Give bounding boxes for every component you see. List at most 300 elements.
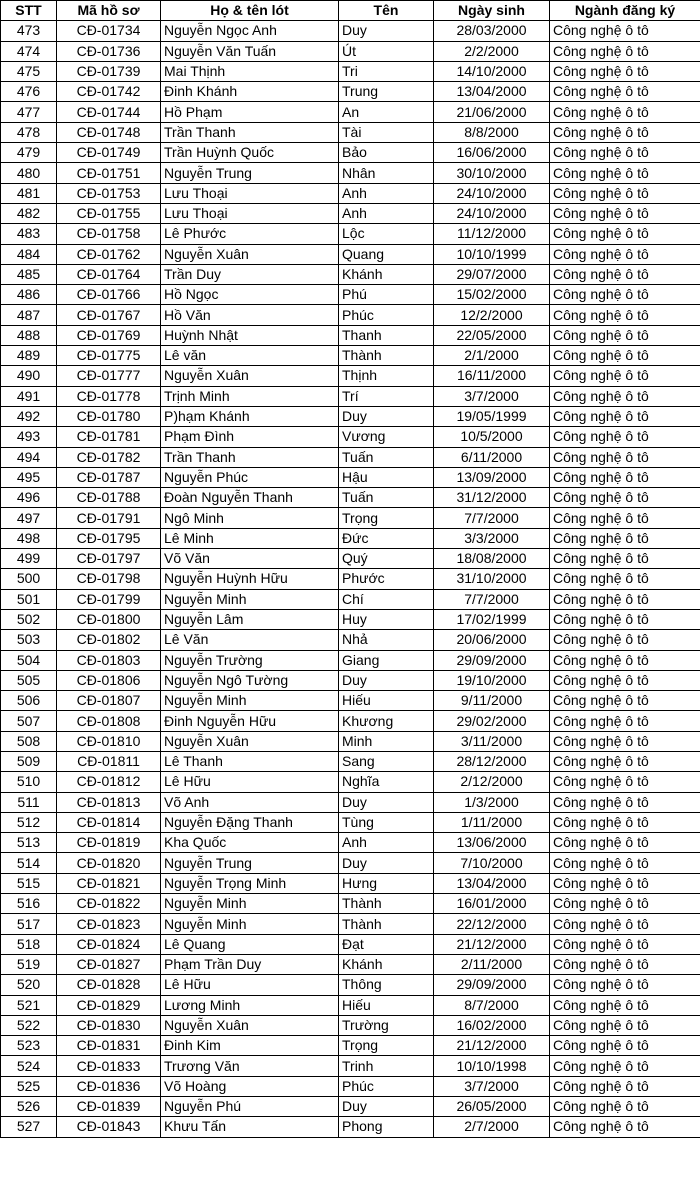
- cell-stt: 473: [1, 21, 57, 41]
- cell-code: CĐ-01827: [57, 954, 161, 974]
- cell-last-name: Phạm Đình: [161, 427, 339, 447]
- cell-dob: 7/10/2000: [434, 853, 550, 873]
- cell-major: Công nghệ ô tô: [550, 609, 700, 629]
- cell-last-name: Huỳnh Nhật: [161, 325, 339, 345]
- cell-code: CĐ-01736: [57, 41, 161, 61]
- cell-stt: 486: [1, 285, 57, 305]
- header-last-name: Họ & tên lót: [161, 1, 339, 21]
- cell-major: Công nghệ ô tô: [550, 792, 700, 812]
- cell-code: CĐ-01775: [57, 346, 161, 366]
- cell-last-name: Lê Minh: [161, 528, 339, 548]
- cell-first-name: Lộc: [339, 224, 434, 244]
- cell-last-name: Nguyễn Phúc: [161, 467, 339, 487]
- cell-code: CĐ-01744: [57, 102, 161, 122]
- cell-first-name: Tài: [339, 122, 434, 142]
- cell-major: Công nghệ ô tô: [550, 41, 700, 61]
- cell-major: Công nghệ ô tô: [550, 1036, 700, 1056]
- cell-major: Công nghệ ô tô: [550, 549, 700, 569]
- cell-first-name: Thông: [339, 975, 434, 995]
- cell-first-name: Thành: [339, 914, 434, 934]
- cell-code: CĐ-01753: [57, 183, 161, 203]
- table-row: [1, 792, 700, 812]
- cell-code: CĐ-01836: [57, 1076, 161, 1096]
- cell-stt: 479: [1, 143, 57, 163]
- table-row: [1, 203, 700, 223]
- table-row: [1, 589, 700, 609]
- cell-last-name: Nguyễn Minh: [161, 691, 339, 711]
- cell-first-name: Trường: [339, 1015, 434, 1035]
- cell-code: CĐ-01823: [57, 914, 161, 934]
- table-row: [1, 691, 700, 711]
- cell-major: Công nghệ ô tô: [550, 711, 700, 731]
- cell-code: CĐ-01822: [57, 894, 161, 914]
- cell-code: CĐ-01833: [57, 1056, 161, 1076]
- cell-first-name: Huy: [339, 609, 434, 629]
- cell-stt: 510: [1, 772, 57, 792]
- cell-first-name: Đức: [339, 528, 434, 548]
- cell-dob: 29/09/2000: [434, 650, 550, 670]
- cell-first-name: Hậu: [339, 467, 434, 487]
- cell-first-name: Hiếu: [339, 691, 434, 711]
- cell-last-name: Nguyễn Trường: [161, 650, 339, 670]
- cell-major: Công nghệ ô tô: [550, 630, 700, 650]
- cell-stt: 521: [1, 995, 57, 1015]
- table-row: [1, 711, 700, 731]
- cell-last-name: Nguyễn Minh: [161, 589, 339, 609]
- cell-code: CĐ-01795: [57, 528, 161, 548]
- cell-dob: 1/3/2000: [434, 792, 550, 812]
- cell-code: CĐ-01802: [57, 630, 161, 650]
- cell-stt: 509: [1, 751, 57, 771]
- cell-dob: 3/3/2000: [434, 528, 550, 548]
- cell-dob: 17/02/1999: [434, 609, 550, 629]
- cell-last-name: Lê văn: [161, 346, 339, 366]
- cell-code: CĐ-01807: [57, 691, 161, 711]
- cell-dob: 15/02/2000: [434, 285, 550, 305]
- cell-first-name: Thanh: [339, 325, 434, 345]
- cell-stt: 496: [1, 488, 57, 508]
- table-row: [1, 305, 700, 325]
- cell-dob: 29/02/2000: [434, 711, 550, 731]
- cell-stt: 483: [1, 224, 57, 244]
- cell-stt: 476: [1, 82, 57, 102]
- header-code: Mã hồ sơ: [57, 1, 161, 21]
- cell-first-name: Quang: [339, 244, 434, 264]
- cell-first-name: Phước: [339, 569, 434, 589]
- cell-major: Công nghệ ô tô: [550, 183, 700, 203]
- cell-major: Công nghệ ô tô: [550, 670, 700, 690]
- cell-stt: 490: [1, 366, 57, 386]
- table-row: [1, 163, 700, 183]
- cell-stt: 518: [1, 934, 57, 954]
- cell-first-name: Thành: [339, 894, 434, 914]
- cell-dob: 7/7/2000: [434, 589, 550, 609]
- table-row: [1, 894, 700, 914]
- cell-last-name: Nguyễn Ngọc Anh: [161, 21, 339, 41]
- cell-major: Công nghệ ô tô: [550, 406, 700, 426]
- cell-code: CĐ-01791: [57, 508, 161, 528]
- cell-stt: 485: [1, 264, 57, 284]
- cell-last-name: Nguyễn Xuân: [161, 366, 339, 386]
- cell-stt: 495: [1, 467, 57, 487]
- table-row: [1, 183, 700, 203]
- cell-stt: 489: [1, 346, 57, 366]
- table-row: [1, 1056, 700, 1076]
- cell-code: CĐ-01813: [57, 792, 161, 812]
- cell-major: Công nghệ ô tô: [550, 143, 700, 163]
- cell-first-name: Thịnh: [339, 366, 434, 386]
- cell-first-name: Bảo: [339, 143, 434, 163]
- cell-first-name: Trí: [339, 386, 434, 406]
- cell-first-name: Sang: [339, 751, 434, 771]
- cell-code: CĐ-01803: [57, 650, 161, 670]
- cell-dob: 9/11/2000: [434, 691, 550, 711]
- table-row: [1, 488, 700, 508]
- cell-first-name: Tuấn: [339, 447, 434, 467]
- cell-last-name: Lê Hữu: [161, 975, 339, 995]
- cell-dob: 6/11/2000: [434, 447, 550, 467]
- table-row: [1, 406, 700, 426]
- cell-last-name: Nguyễn Xuân: [161, 1015, 339, 1035]
- cell-code: CĐ-01787: [57, 467, 161, 487]
- cell-stt: 475: [1, 61, 57, 81]
- cell-first-name: Khương: [339, 711, 434, 731]
- cell-first-name: Anh: [339, 183, 434, 203]
- cell-first-name: Phú: [339, 285, 434, 305]
- cell-last-name: Đinh Khánh: [161, 82, 339, 102]
- cell-dob: 13/04/2000: [434, 873, 550, 893]
- table-row: [1, 508, 700, 528]
- table-row: [1, 995, 700, 1015]
- table-row: [1, 569, 700, 589]
- cell-major: Công nghệ ô tô: [550, 833, 700, 853]
- table-row: [1, 1076, 700, 1096]
- table-row: [1, 346, 700, 366]
- cell-code: CĐ-01808: [57, 711, 161, 731]
- table-row: [1, 325, 700, 345]
- cell-first-name: Anh: [339, 833, 434, 853]
- cell-first-name: An: [339, 102, 434, 122]
- cell-stt: 497: [1, 508, 57, 528]
- cell-first-name: Khánh: [339, 264, 434, 284]
- cell-code: CĐ-01767: [57, 305, 161, 325]
- cell-stt: 505: [1, 670, 57, 690]
- table-row: [1, 630, 700, 650]
- table-row: [1, 914, 700, 934]
- cell-stt: 516: [1, 894, 57, 914]
- cell-code: CĐ-01734: [57, 21, 161, 41]
- cell-dob: 8/7/2000: [434, 995, 550, 1015]
- cell-code: CĐ-01777: [57, 366, 161, 386]
- cell-stt: 520: [1, 975, 57, 995]
- cell-dob: 8/8/2000: [434, 122, 550, 142]
- cell-first-name: Trọng: [339, 1036, 434, 1056]
- cell-code: CĐ-01812: [57, 772, 161, 792]
- cell-last-name: Đoàn Nguyễn Thanh: [161, 488, 339, 508]
- header-first-name: Tên: [339, 1, 434, 21]
- cell-code: CĐ-01830: [57, 1015, 161, 1035]
- cell-dob: 18/08/2000: [434, 549, 550, 569]
- cell-major: Công nghệ ô tô: [550, 467, 700, 487]
- cell-stt: 506: [1, 691, 57, 711]
- cell-dob: 24/10/2000: [434, 203, 550, 223]
- cell-last-name: Lê Thanh: [161, 751, 339, 771]
- cell-dob: 10/10/1998: [434, 1056, 550, 1076]
- cell-dob: 2/11/2000: [434, 954, 550, 974]
- cell-major: Công nghệ ô tô: [550, 853, 700, 873]
- cell-dob: 21/06/2000: [434, 102, 550, 122]
- cell-major: Công nghệ ô tô: [550, 812, 700, 832]
- cell-stt: 484: [1, 244, 57, 264]
- table-row: [1, 386, 700, 406]
- cell-last-name: Trần Thanh: [161, 447, 339, 467]
- cell-major: Công nghệ ô tô: [550, 447, 700, 467]
- cell-dob: 7/7/2000: [434, 508, 550, 528]
- cell-stt: 507: [1, 711, 57, 731]
- cell-dob: 19/05/1999: [434, 406, 550, 426]
- cell-last-name: Hồ Ngọc: [161, 285, 339, 305]
- cell-dob: 16/02/2000: [434, 1015, 550, 1035]
- cell-major: Công nghệ ô tô: [550, 21, 700, 41]
- table-row: [1, 21, 700, 41]
- cell-stt: 493: [1, 427, 57, 447]
- cell-major: Công nghệ ô tô: [550, 528, 700, 548]
- cell-stt: 504: [1, 650, 57, 670]
- cell-dob: 29/09/2000: [434, 975, 550, 995]
- cell-code: CĐ-01781: [57, 427, 161, 447]
- cell-first-name: Đạt: [339, 934, 434, 954]
- table-row: [1, 102, 700, 122]
- cell-major: Công nghệ ô tô: [550, 1015, 700, 1035]
- cell-stt: 523: [1, 1036, 57, 1056]
- table-row: [1, 122, 700, 142]
- cell-major: Công nghệ ô tô: [550, 386, 700, 406]
- cell-stt: 526: [1, 1097, 57, 1117]
- table-row: [1, 528, 700, 548]
- cell-code: CĐ-01829: [57, 995, 161, 1015]
- cell-code: CĐ-01821: [57, 873, 161, 893]
- cell-last-name: Nguyễn Đặng Thanh: [161, 812, 339, 832]
- table-row: [1, 447, 700, 467]
- cell-first-name: Duy: [339, 853, 434, 873]
- cell-last-name: Trịnh Minh: [161, 386, 339, 406]
- cell-first-name: Tuấn: [339, 488, 434, 508]
- cell-last-name: Nguyễn Minh: [161, 894, 339, 914]
- cell-major: Công nghệ ô tô: [550, 346, 700, 366]
- cell-major: Công nghệ ô tô: [550, 122, 700, 142]
- cell-last-name: Nguyễn Văn Tuấn: [161, 41, 339, 61]
- cell-code: CĐ-01843: [57, 1117, 161, 1137]
- cell-first-name: Minh: [339, 731, 434, 751]
- cell-last-name: Đinh Kim: [161, 1036, 339, 1056]
- cell-major: Công nghệ ô tô: [550, 285, 700, 305]
- cell-last-name: Lê Quang: [161, 934, 339, 954]
- table-row: [1, 244, 700, 264]
- cell-code: CĐ-01778: [57, 386, 161, 406]
- cell-code: CĐ-01788: [57, 488, 161, 508]
- cell-dob: 30/10/2000: [434, 163, 550, 183]
- cell-dob: 12/2/2000: [434, 305, 550, 325]
- cell-first-name: Anh: [339, 203, 434, 223]
- cell-code: CĐ-01739: [57, 61, 161, 81]
- cell-first-name: Trinh: [339, 1056, 434, 1076]
- cell-last-name: Võ Văn: [161, 549, 339, 569]
- cell-major: Công nghệ ô tô: [550, 691, 700, 711]
- cell-stt: 477: [1, 102, 57, 122]
- cell-dob: 29/07/2000: [434, 264, 550, 284]
- cell-dob: 10/5/2000: [434, 427, 550, 447]
- header-row: [1, 1, 700, 21]
- cell-dob: 2/12/2000: [434, 772, 550, 792]
- cell-stt: 512: [1, 812, 57, 832]
- header-major: Ngành đăng ký: [550, 1, 700, 21]
- cell-last-name: Trần Duy: [161, 264, 339, 284]
- cell-stt: 498: [1, 528, 57, 548]
- cell-dob: 11/12/2000: [434, 224, 550, 244]
- table-row: [1, 1097, 700, 1117]
- cell-major: Công nghệ ô tô: [550, 1097, 700, 1117]
- cell-code: CĐ-01780: [57, 406, 161, 426]
- table-row: [1, 549, 700, 569]
- cell-dob: 31/12/2000: [434, 488, 550, 508]
- cell-major: Công nghệ ô tô: [550, 508, 700, 528]
- cell-dob: 3/11/2000: [434, 731, 550, 751]
- cell-first-name: Chí: [339, 589, 434, 609]
- cell-major: Công nghệ ô tô: [550, 305, 700, 325]
- cell-code: CĐ-01820: [57, 853, 161, 873]
- cell-code: CĐ-01797: [57, 549, 161, 569]
- cell-stt: 511: [1, 792, 57, 812]
- cell-stt: 494: [1, 447, 57, 467]
- cell-dob: 22/12/2000: [434, 914, 550, 934]
- cell-last-name: Trần Thanh: [161, 122, 339, 142]
- cell-stt: 515: [1, 873, 57, 893]
- cell-stt: 514: [1, 853, 57, 873]
- cell-last-name: Nguyễn Trọng Minh: [161, 873, 339, 893]
- cell-major: Công nghệ ô tô: [550, 894, 700, 914]
- table-row: [1, 467, 700, 487]
- cell-major: Công nghệ ô tô: [550, 650, 700, 670]
- table-row: [1, 772, 700, 792]
- cell-stt: 480: [1, 163, 57, 183]
- cell-stt: 491: [1, 386, 57, 406]
- cell-last-name: Hồ Văn: [161, 305, 339, 325]
- cell-major: Công nghệ ô tô: [550, 264, 700, 284]
- table-row: [1, 264, 700, 284]
- cell-last-name: Nguyễn Trung: [161, 163, 339, 183]
- cell-stt: 524: [1, 1056, 57, 1076]
- cell-last-name: Lê Văn: [161, 630, 339, 650]
- cell-major: Công nghệ ô tô: [550, 975, 700, 995]
- cell-last-name: Lê Phước: [161, 224, 339, 244]
- cell-last-name: Lưu Thoại: [161, 203, 339, 223]
- cell-code: CĐ-01762: [57, 244, 161, 264]
- cell-dob: 22/05/2000: [434, 325, 550, 345]
- cell-code: CĐ-01839: [57, 1097, 161, 1117]
- cell-dob: 10/10/1999: [434, 244, 550, 264]
- cell-stt: 482: [1, 203, 57, 223]
- table-row: [1, 143, 700, 163]
- cell-stt: 478: [1, 122, 57, 142]
- cell-code: CĐ-01831: [57, 1036, 161, 1056]
- table-row: [1, 224, 700, 244]
- table-row: [1, 41, 700, 61]
- cell-stt: 501: [1, 589, 57, 609]
- table-row: [1, 853, 700, 873]
- cell-dob: 28/12/2000: [434, 751, 550, 771]
- cell-stt: 500: [1, 569, 57, 589]
- cell-first-name: Phong: [339, 1117, 434, 1137]
- cell-stt: 503: [1, 630, 57, 650]
- cell-code: CĐ-01810: [57, 731, 161, 751]
- cell-last-name: Nguyễn Trung: [161, 853, 339, 873]
- cell-first-name: Nghĩa: [339, 772, 434, 792]
- cell-last-name: Đinh Nguyễn Hữu: [161, 711, 339, 731]
- cell-major: Công nghệ ô tô: [550, 427, 700, 447]
- cell-code: CĐ-01782: [57, 447, 161, 467]
- table-row: [1, 1015, 700, 1035]
- cell-code: CĐ-01764: [57, 264, 161, 284]
- cell-code: CĐ-01819: [57, 833, 161, 853]
- cell-dob: 16/06/2000: [434, 143, 550, 163]
- cell-major: Công nghệ ô tô: [550, 488, 700, 508]
- table-row: [1, 82, 700, 102]
- cell-stt: 487: [1, 305, 57, 325]
- cell-stt: 492: [1, 406, 57, 426]
- cell-code: CĐ-01755: [57, 203, 161, 223]
- cell-last-name: Nguyễn Xuân: [161, 244, 339, 264]
- cell-last-name: Kha Quốc: [161, 833, 339, 853]
- cell-last-name: Ngô Minh: [161, 508, 339, 528]
- cell-first-name: Duy: [339, 21, 434, 41]
- table-row: [1, 934, 700, 954]
- cell-first-name: Duy: [339, 1097, 434, 1117]
- table-row: [1, 609, 700, 629]
- cell-stt: 527: [1, 1117, 57, 1137]
- cell-last-name: Nguyễn Xuân: [161, 731, 339, 751]
- cell-stt: 474: [1, 41, 57, 61]
- cell-major: Công nghệ ô tô: [550, 751, 700, 771]
- cell-first-name: Út: [339, 41, 434, 61]
- cell-last-name: Lương Minh: [161, 995, 339, 1015]
- header-dob: Ngày sinh: [434, 1, 550, 21]
- cell-dob: 16/11/2000: [434, 366, 550, 386]
- cell-code: CĐ-01766: [57, 285, 161, 305]
- table-body: [1, 21, 700, 1137]
- cell-dob: 21/12/2000: [434, 1036, 550, 1056]
- table-row: [1, 751, 700, 771]
- table-row: [1, 873, 700, 893]
- cell-stt: 481: [1, 183, 57, 203]
- cell-major: Công nghệ ô tô: [550, 82, 700, 102]
- cell-last-name: Nguyễn Lâm: [161, 609, 339, 629]
- cell-first-name: Vương: [339, 427, 434, 447]
- cell-stt: 522: [1, 1015, 57, 1035]
- cell-major: Công nghệ ô tô: [550, 102, 700, 122]
- cell-first-name: Thành: [339, 346, 434, 366]
- cell-major: Công nghệ ô tô: [550, 61, 700, 81]
- cell-last-name: Lê Hữu: [161, 772, 339, 792]
- cell-stt: 513: [1, 833, 57, 853]
- table-row: [1, 427, 700, 447]
- cell-stt: 517: [1, 914, 57, 934]
- cell-major: Công nghệ ô tô: [550, 772, 700, 792]
- cell-first-name: Trung: [339, 82, 434, 102]
- cell-dob: 13/04/2000: [434, 82, 550, 102]
- cell-major: Công nghệ ô tô: [550, 1056, 700, 1076]
- cell-code: CĐ-01814: [57, 812, 161, 832]
- cell-code: CĐ-01828: [57, 975, 161, 995]
